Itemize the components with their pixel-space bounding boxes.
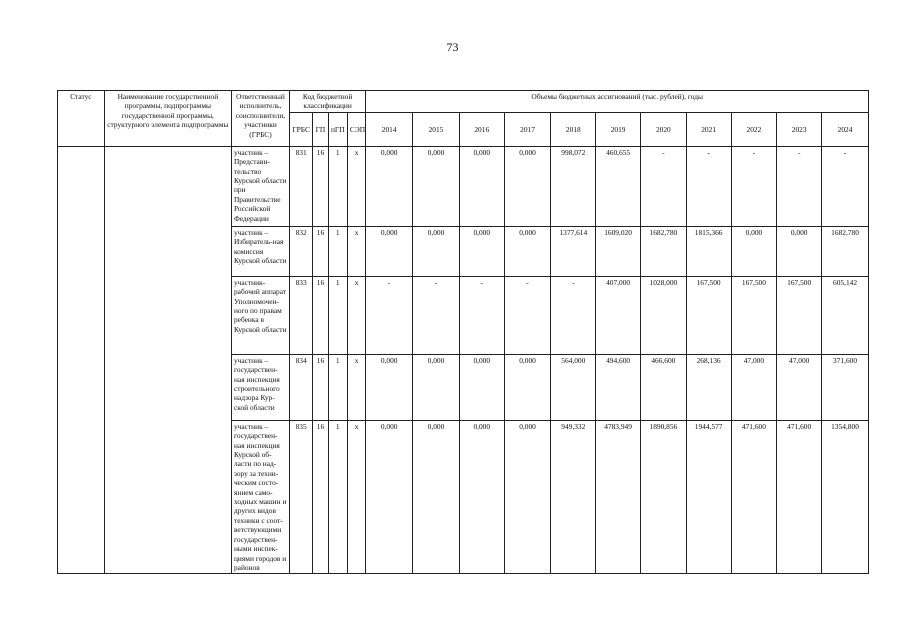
code-cell: х bbox=[347, 420, 365, 574]
value-cell: 0,000 bbox=[366, 354, 413, 420]
code-cell: 833 bbox=[289, 276, 312, 354]
value-cell: 0,000 bbox=[413, 354, 460, 420]
code-cell: 16 bbox=[313, 226, 328, 276]
header-year-2015: 2015 bbox=[413, 112, 460, 146]
header-year-2020: 2020 bbox=[640, 112, 686, 146]
value-cell: 564,000 bbox=[551, 354, 596, 420]
value-cell: 268,136 bbox=[686, 354, 731, 420]
participant-cell: участник-рабочий аппарат Уполномочен-ного по правам ребенка в Курской области bbox=[231, 276, 289, 354]
value-cell: 47,000 bbox=[731, 354, 777, 420]
header-status: Статус bbox=[58, 91, 105, 147]
value-cell: - bbox=[413, 276, 460, 354]
header-year-2023: 2023 bbox=[777, 112, 822, 146]
status-cell bbox=[58, 146, 105, 574]
header-code-pgp: пГП bbox=[328, 112, 347, 146]
value-cell: - bbox=[504, 276, 551, 354]
header-year-2014: 2014 bbox=[366, 112, 413, 146]
value-cell: 407,000 bbox=[596, 276, 641, 354]
header-year-2016: 2016 bbox=[459, 112, 504, 146]
value-cell: 167,500 bbox=[731, 276, 777, 354]
code-cell: х bbox=[347, 146, 365, 226]
value-cell: 0,000 bbox=[459, 146, 504, 226]
value-cell: 1609,020 bbox=[596, 226, 641, 276]
header-responsible: Ответственный исполнитель, соисполнители, участники (ГРБС) bbox=[231, 91, 289, 147]
code-cell: 16 bbox=[313, 146, 328, 226]
value-cell: 1377,614 bbox=[551, 226, 596, 276]
code-cell: х bbox=[347, 276, 365, 354]
code-cell: 1 bbox=[328, 226, 347, 276]
code-cell: 1 bbox=[328, 276, 347, 354]
header-name: Наименование государственной программы, подпрограммы государственной программы, структурного элемента подпрограммы bbox=[104, 91, 231, 147]
code-cell: 834 bbox=[289, 354, 312, 420]
value-cell: 0,000 bbox=[504, 354, 551, 420]
value-cell: 1354,800 bbox=[822, 420, 869, 574]
value-cell: 1028,000 bbox=[640, 276, 686, 354]
header-year-2024: 2024 bbox=[822, 112, 869, 146]
code-cell: х bbox=[347, 354, 365, 420]
header-budget-code: Код бюджетной классификации bbox=[289, 91, 365, 113]
value-cell: - bbox=[777, 146, 822, 226]
value-cell: 471,600 bbox=[777, 420, 822, 574]
value-cell: 605,142 bbox=[822, 276, 869, 354]
header-year-2022: 2022 bbox=[731, 112, 777, 146]
value-cell: 4783,949 bbox=[596, 420, 641, 574]
value-cell: 371,600 bbox=[822, 354, 869, 420]
code-cell: 831 bbox=[289, 146, 312, 226]
value-cell: 167,500 bbox=[686, 276, 731, 354]
participant-cell: участник – Избиратель-ная комиссия Курской области bbox=[231, 226, 289, 276]
value-cell: - bbox=[686, 146, 731, 226]
value-cell: 47,000 bbox=[777, 354, 822, 420]
value-cell: 1682,780 bbox=[640, 226, 686, 276]
value-cell: 949,332 bbox=[551, 420, 596, 574]
table-row bbox=[58, 146, 869, 226]
value-cell: - bbox=[640, 146, 686, 226]
value-cell: 1682,780 bbox=[822, 226, 869, 276]
participant-cell: участник – Представи-тельство Курской области при Правительстве Российской Федерации bbox=[231, 146, 289, 226]
value-cell: 0,000 bbox=[413, 420, 460, 574]
name-cell bbox=[104, 146, 231, 574]
value-cell: 466,600 bbox=[640, 354, 686, 420]
participant-cell: участник – государствен-ная инспекция строительного надзора Кур-ской области bbox=[231, 354, 289, 420]
value-cell: 0,000 bbox=[459, 420, 504, 574]
code-cell: 835 bbox=[289, 420, 312, 574]
value-cell: 998,072 bbox=[551, 146, 596, 226]
value-cell: - bbox=[822, 146, 869, 226]
code-cell: х bbox=[347, 226, 365, 276]
value-cell: 1815,366 bbox=[686, 226, 731, 276]
code-cell: 832 bbox=[289, 226, 312, 276]
header-code-sep: СЭП bbox=[347, 112, 365, 146]
header-year-2018: 2018 bbox=[551, 112, 596, 146]
header-volumes: Объемы бюджетных ассигнований (тыс. рублей), годы bbox=[366, 91, 869, 113]
value-cell: 0,000 bbox=[413, 146, 460, 226]
value-cell: 0,000 bbox=[504, 226, 551, 276]
value-cell: 167,500 bbox=[777, 276, 822, 354]
value-cell: 0,000 bbox=[459, 226, 504, 276]
code-cell: 16 bbox=[313, 354, 328, 420]
value-cell: 0,000 bbox=[366, 226, 413, 276]
value-cell: 1890,856 bbox=[640, 420, 686, 574]
header-year-2021: 2021 bbox=[686, 112, 731, 146]
code-cell: 16 bbox=[313, 276, 328, 354]
code-cell: 1 bbox=[328, 420, 347, 574]
code-cell: 1 bbox=[328, 146, 347, 226]
header-code-grbs: ГРБС bbox=[289, 112, 312, 146]
code-cell: 16 bbox=[313, 420, 328, 574]
value-cell: - bbox=[551, 276, 596, 354]
value-cell: 0,000 bbox=[504, 420, 551, 574]
budget-table bbox=[57, 90, 869, 574]
header-code-gp: ГП bbox=[313, 112, 328, 146]
value-cell: - bbox=[366, 276, 413, 354]
value-cell: 1944,577 bbox=[686, 420, 731, 574]
value-cell: 494,600 bbox=[596, 354, 641, 420]
code-cell: 1 bbox=[328, 354, 347, 420]
header-year-2019: 2019 bbox=[596, 112, 641, 146]
value-cell: 0,000 bbox=[459, 354, 504, 420]
value-cell: 0,000 bbox=[731, 226, 777, 276]
value-cell: 0,000 bbox=[413, 226, 460, 276]
value-cell: 0,000 bbox=[777, 226, 822, 276]
value-cell: 471,600 bbox=[731, 420, 777, 574]
header-year-2017: 2017 bbox=[504, 112, 551, 146]
value-cell: 0,000 bbox=[504, 146, 551, 226]
page-number: 73 bbox=[446, 40, 459, 54]
table-body bbox=[58, 146, 869, 574]
value-cell: - bbox=[459, 276, 504, 354]
value-cell: 460,655 bbox=[596, 146, 641, 226]
participant-cell: участник – государствен-ная инспекция Курской об-ласти по над-зору за техни-ческим состо-янием само-ходных машин и других видов техники с соот-ветствующими государствен-ными инспек-циями городов и районов bbox=[231, 420, 289, 574]
value-cell: 0,000 bbox=[366, 420, 413, 574]
value-cell: - bbox=[731, 146, 777, 226]
value-cell: 0,000 bbox=[366, 146, 413, 226]
